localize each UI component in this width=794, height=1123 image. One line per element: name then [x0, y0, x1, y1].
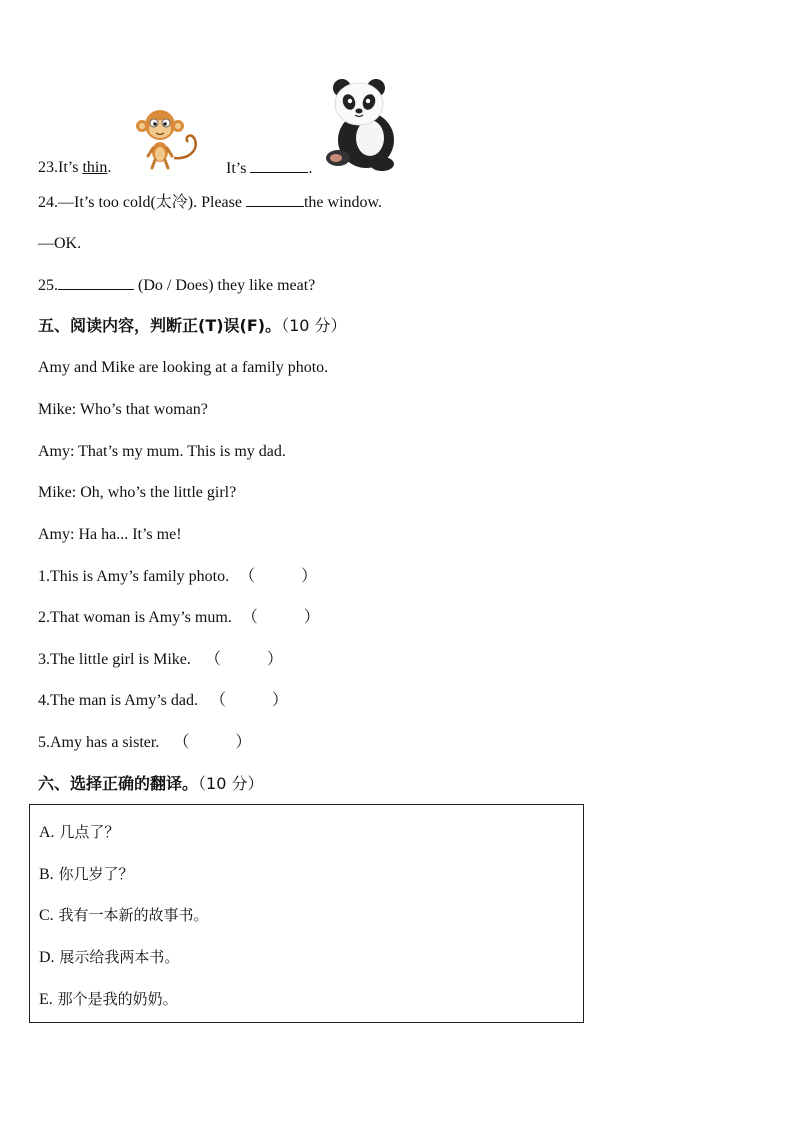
section-5-heading	[38, 316, 347, 336]
judgement-item-5	[38, 733, 251, 753]
section-6-score: （10 分）	[198, 774, 264, 793]
monkey-illustration	[130, 108, 206, 170]
passage-line: Mike: Who’s that woman?	[38, 401, 208, 418]
judgement-text: 1.This is Amy’s family photo.	[38, 568, 230, 585]
q23-prefix: 23.It’s	[38, 159, 83, 176]
judgement-item-1	[38, 567, 317, 587]
question-24	[38, 192, 382, 213]
answer-paren[interactable]: （ ）	[241, 609, 320, 626]
option-letter: B.	[39, 866, 54, 883]
q25-answer-blank[interactable]	[58, 275, 134, 290]
option-text: 展示给我两本书。	[59, 948, 180, 966]
answer-paren[interactable]: （ ）	[209, 692, 289, 709]
option-c	[39, 905, 208, 926]
section-5-title: 五、阅读内容，判断正(T)误(F)。	[38, 316, 282, 335]
option-letter: A.	[39, 824, 55, 841]
answer-paren[interactable]: （ ）	[173, 734, 252, 751]
option-text: 你几岁了？	[58, 865, 134, 883]
q24-answer-blank[interactable]	[246, 192, 304, 207]
passage-line: Mike: Oh, who’s the little girl?	[38, 484, 237, 501]
q23-answer-blank[interactable]	[250, 158, 308, 173]
option-text: 那个是我的奶奶。	[57, 990, 178, 1008]
option-a	[39, 822, 119, 843]
question-24-reply	[38, 234, 81, 254]
judgement-text: 5.Amy has a sister.	[38, 734, 160, 751]
judgement-item-4	[38, 691, 288, 711]
option-letter: E.	[39, 991, 53, 1008]
q24-line1-before: 24.—It’s too cold(太冷). Please	[38, 194, 246, 211]
section-6-title: 六、选择正确的翻译。	[38, 774, 199, 793]
judgement-item-2	[38, 608, 320, 628]
judgement-text: 3.The little girl is Mike.	[38, 651, 191, 668]
question-23-answer	[226, 158, 312, 179]
panda-illustration	[322, 78, 404, 172]
section-5-score: （10 分）	[281, 316, 347, 335]
passage-line: Amy and Mike are looking at a family photo.	[38, 359, 329, 376]
q23-end: .	[308, 160, 313, 177]
option-letter: D.	[39, 949, 55, 966]
answer-paren[interactable]: （ ）	[239, 568, 318, 585]
q23-underlined-word: thin	[82, 159, 108, 176]
judgement-text: 2.That woman is Amy’s mum.	[38, 609, 232, 626]
question-23	[38, 158, 111, 178]
option-text: 我有一本新的故事书。	[58, 906, 209, 924]
option-text: 几点了？	[59, 823, 120, 841]
judgement-item-3	[38, 650, 283, 670]
answer-paren[interactable]: （ ）	[204, 651, 283, 668]
q25-number: 25.	[38, 277, 58, 294]
option-d	[39, 947, 179, 968]
q24-line1-after: the window.	[303, 194, 383, 211]
option-e	[39, 989, 178, 1010]
q23-after: .	[107, 159, 112, 176]
passage-line: Amy: Ha ha... It’s me!	[38, 526, 182, 543]
option-letter: C.	[39, 907, 54, 924]
question-25	[38, 275, 315, 296]
passage-line: Amy: That’s my mum. This is my dad.	[38, 443, 286, 460]
option-b	[39, 864, 133, 885]
q24-line2: —OK.	[38, 235, 82, 252]
q23-second-prefix: It’s	[226, 160, 251, 177]
judgement-text: 4.The man is Amy’s dad.	[38, 692, 198, 709]
section-6-heading	[38, 774, 263, 794]
translation-options-box	[29, 804, 584, 1023]
q25-rest: (Do / Does) they like meat?	[134, 277, 316, 294]
